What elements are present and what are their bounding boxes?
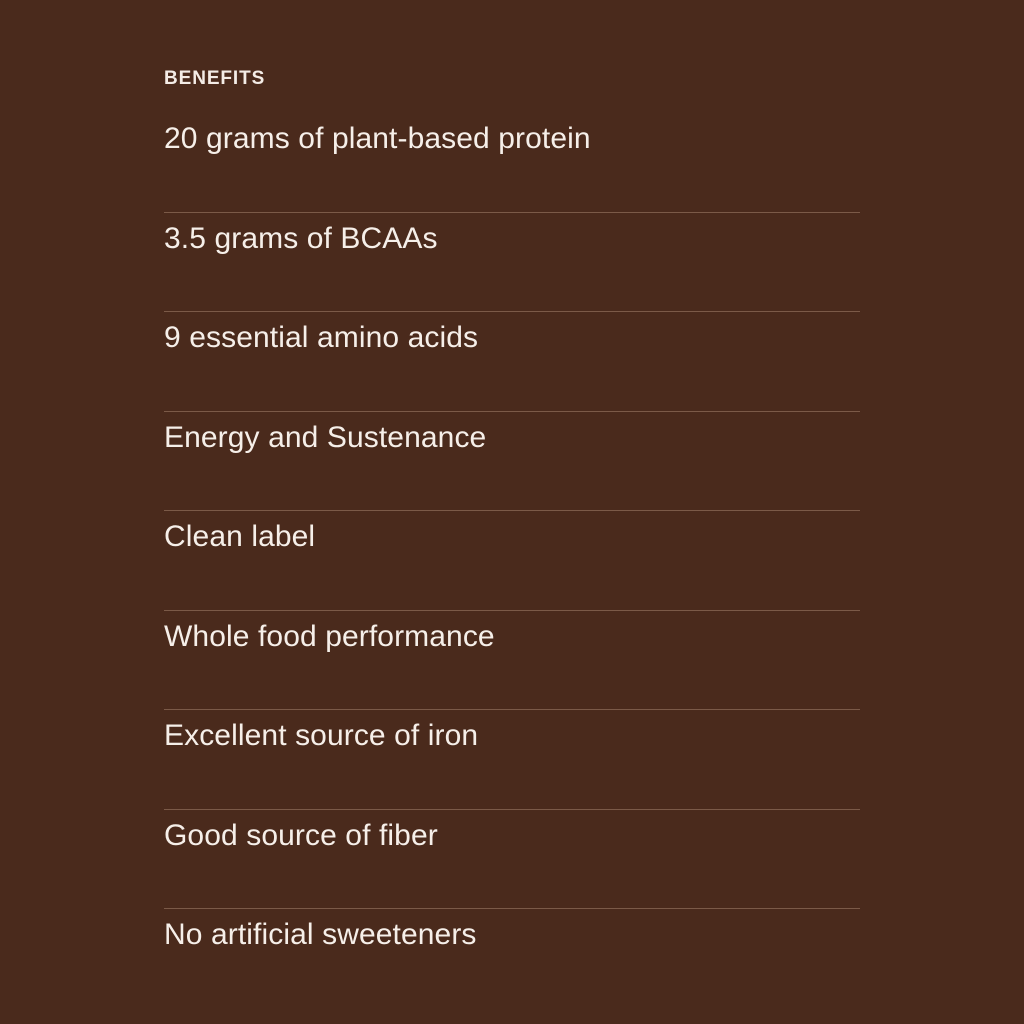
benefit-label: 3.5 grams of BCAAs xyxy=(164,221,438,255)
list-item xyxy=(164,611,860,711)
list-item xyxy=(164,213,860,313)
benefits-list xyxy=(164,113,860,1009)
benefit-label: 9 essential amino acids xyxy=(164,321,479,354)
benefits-panel xyxy=(164,0,860,1024)
section-heading: BENEFITS xyxy=(164,68,266,89)
benefit-label: Excellent source of iron xyxy=(164,719,479,752)
list-item xyxy=(164,511,860,611)
benefit-label: Good source of fiber xyxy=(164,818,438,852)
benefit-label: No artificial sweeteners xyxy=(164,918,477,951)
benefit-label: Whole food performance xyxy=(164,619,495,653)
list-item xyxy=(164,312,860,412)
benefit-label: Energy and Sustenance xyxy=(164,420,487,454)
list-item xyxy=(164,810,860,910)
list-item xyxy=(164,412,860,512)
list-item xyxy=(164,710,860,810)
list-item xyxy=(164,113,860,213)
benefit-label: Clean label xyxy=(164,520,316,553)
list-item xyxy=(164,909,860,1009)
benefit-label: 20 grams of plant-based protein xyxy=(164,122,591,155)
